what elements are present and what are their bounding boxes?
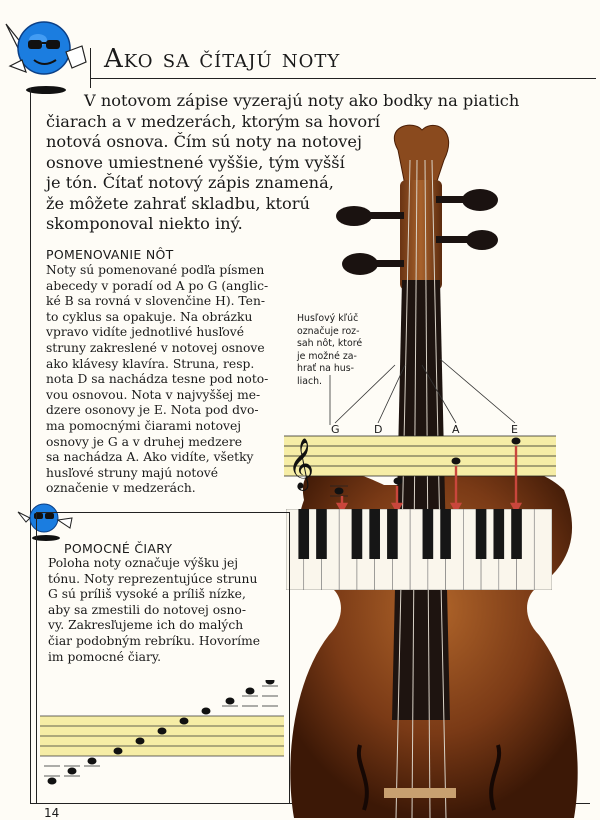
text-line: im pomocné čiary. <box>48 649 162 664</box>
ledger-note <box>266 680 275 685</box>
text-line: ké B sa rovná v slovenčine H). Ten- <box>46 294 266 309</box>
section-heading-note-naming: POMENOVANIE NÔT <box>46 247 174 262</box>
piano-black-key <box>493 509 504 559</box>
text-line: osnovy je G a v druhej medzere <box>46 434 242 449</box>
text-line: vy. Zakresľujeme ich do malých <box>48 618 244 633</box>
piano-black-key <box>369 509 380 559</box>
caption-line: je možné za- <box>297 350 357 362</box>
text-line: struny zakreslené v notovej osnove <box>46 340 265 355</box>
piano-black-key <box>316 509 327 559</box>
ledger-note <box>246 688 255 695</box>
piano-black-key <box>476 509 487 559</box>
piano-white-key <box>534 509 552 590</box>
intro-paragraph <box>46 91 520 235</box>
text-line: aby sa zmestili do notovej osno- <box>48 602 246 617</box>
ledger-note <box>68 768 77 775</box>
note-label-g: G <box>331 423 340 436</box>
caption-line: liach. <box>297 375 323 387</box>
piano-keyboard <box>286 509 552 590</box>
text-line: to cyklus sa opakuje. Na obrázku <box>46 309 253 324</box>
title-divider <box>90 78 596 79</box>
caption-line: sah nôt, ktoré <box>297 338 363 349</box>
caption-line: Husľový kľúč <box>297 313 359 324</box>
page-number: 14 <box>44 806 60 820</box>
text-line: tónu. Noty reprezentujúce strunu <box>48 571 258 586</box>
section-text-ledger-lines <box>48 556 260 665</box>
mascot-icon <box>0 6 92 98</box>
text-line: vou osnovou. Nota v najvyššej me- <box>46 387 261 402</box>
note-label-d: D <box>374 423 383 436</box>
note-to-key-arrows <box>320 430 540 512</box>
intro-line: čiarach a v medzerách, ktorým sa hovorí <box>46 111 381 131</box>
piano-black-key <box>387 509 398 559</box>
text-line: vpravo vidíte jednotlivé husľové <box>46 325 245 340</box>
note-label-a: A <box>452 423 460 436</box>
intro-line: V notovom zápise vyzerajú noty ako bodky na piatich <box>84 91 520 110</box>
piano-black-key <box>298 509 309 559</box>
ledger-note <box>180 718 189 725</box>
piano-black-key <box>440 509 451 559</box>
piano-black-key <box>423 509 434 559</box>
text-line: označenie v medzerách. <box>46 481 196 496</box>
text-line: ma pomocnými čiarami notovej <box>46 418 242 433</box>
ledger-note <box>136 738 145 745</box>
note-label-e: E <box>511 423 518 436</box>
ledger-note <box>88 758 97 765</box>
text-line: dzere osonovy je E. Nota pod dvo- <box>46 403 259 418</box>
text-line: G sú príliš vysoké a príliš nízke, <box>48 587 246 602</box>
intro-line: osnove umiestnené vyššie, tým vyšší <box>46 152 345 172</box>
ledger-note <box>114 748 123 755</box>
intro-line: notová osnova. Čím sú noty na notovej <box>46 132 362 151</box>
caption-line: hrať na hus- <box>297 363 355 374</box>
section-heading-ledger-lines: POMOCNÉ ČIARY <box>64 541 173 556</box>
caption-line: označuje roz- <box>297 325 360 337</box>
text-line: nota D sa nachádza tesne pod noto- <box>46 372 269 387</box>
ledger-note <box>202 708 211 715</box>
piano-black-key <box>352 509 363 559</box>
page-title: Ako sa čítajú noty <box>104 44 341 74</box>
title-divider-vertical <box>90 48 91 88</box>
intro-line: skomponoval niekto iný. <box>46 214 243 233</box>
intro-line: že môžete zahrať skladbu, ktorú <box>46 193 310 213</box>
string-leader-lines <box>320 355 540 425</box>
ledger-lines-staff <box>40 680 284 790</box>
text-line: Noty sú pomenované podľa písmen <box>46 263 265 277</box>
page-frame-left <box>30 88 31 803</box>
text-line: sa nachádza A. Ako vidíte, všetky <box>46 450 254 465</box>
intro-line: je tón. Čítať notový zápis znamená, <box>46 173 334 192</box>
piano-black-key <box>511 509 522 559</box>
text-line: abecedy v poradí od A po G (anglic- <box>46 278 269 293</box>
ledger-note <box>226 698 235 705</box>
ledger-note <box>158 728 167 735</box>
ledger-note <box>48 778 57 785</box>
text-line: Poloha noty označuje výšku jej <box>48 556 239 570</box>
text-line: čiar podobným rebríku. Hovoríme <box>48 633 261 648</box>
text-line: husľové struny majú notové <box>46 465 218 480</box>
treble-clef-icon: 𝄞 <box>288 438 315 489</box>
text-line: ako klávesy klavíra. Struna, resp. <box>46 356 255 371</box>
section-text-note-naming <box>46 263 268 497</box>
